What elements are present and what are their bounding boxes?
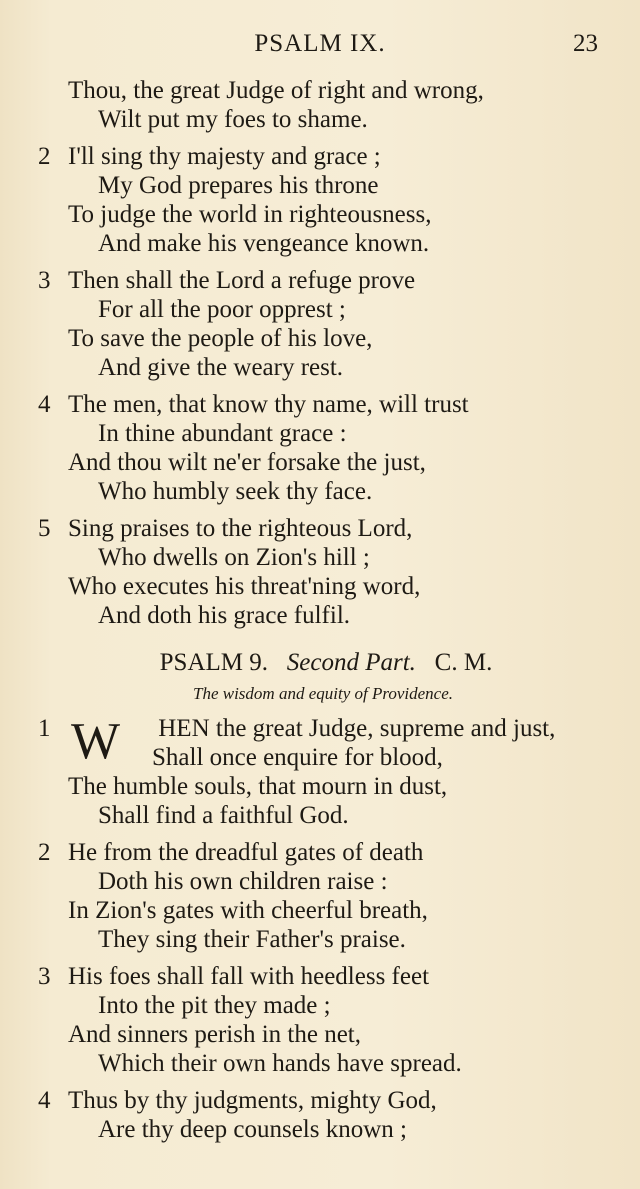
- verse-line: The humble souls, that mourn in dust,: [68, 773, 448, 800]
- verse-line: And doth his grace fulfil.: [98, 602, 351, 629]
- verse-line: He from the dreadful gates of death: [68, 839, 424, 866]
- verse-line: To judge the world in righteousness,: [68, 201, 432, 228]
- part-heading: [38, 648, 608, 678]
- verse-line: Thus by thy judgments, mighty God,: [68, 1087, 437, 1114]
- stanza-number: 2: [38, 143, 51, 170]
- stanza: [38, 266, 608, 382]
- page-header: [0, 28, 640, 64]
- stanza-number: 4: [38, 391, 51, 418]
- verse-line: In thine abundant grace :: [98, 420, 347, 447]
- stanza-number: 3: [38, 963, 51, 990]
- verse-line: Doth his own children raise :: [98, 868, 388, 895]
- stanza-number: 1: [38, 715, 51, 742]
- verse-line: Who dwells on Zion's hill ;: [98, 544, 370, 571]
- stanza-number: 5: [38, 515, 51, 542]
- stanza: [38, 142, 608, 258]
- verse-line: To save the people of his love,: [68, 325, 373, 352]
- verse-line: I'll sing thy majesty and grace ;: [68, 143, 381, 170]
- part-subtitle: The wisdom and equity of Providence.: [193, 684, 453, 703]
- verse-line: In Zion's gates with cheerful breath,: [68, 897, 428, 924]
- verse-line: Thou, the great Judge of right and wrong,: [68, 77, 484, 104]
- verse-line: Shall once enquire for blood,: [152, 744, 443, 771]
- verse-line: And make his vengeance known.: [98, 230, 430, 257]
- opening-stanza-fragment: [38, 76, 608, 134]
- verse-line: They sing their Father's praise.: [98, 926, 406, 953]
- verse-line: Sing praises to the righteous Lord,: [68, 515, 413, 542]
- verse-line: And thou wilt ne'er forsake the just,: [68, 449, 426, 476]
- verse-line: Which their own hands have spread.: [98, 1050, 462, 1077]
- part-label: Second Part.: [286, 649, 416, 676]
- stanza: [38, 390, 608, 506]
- verse-line: My God prepares his throne: [98, 172, 379, 199]
- verse-line: Who humbly seek thy face.: [98, 478, 373, 505]
- meter-label: C. M.: [434, 649, 493, 676]
- verse-line: Then shall the Lord a refuge prove: [68, 267, 416, 294]
- drop-cap: W: [71, 713, 121, 770]
- stanza-number: 2: [38, 839, 51, 866]
- verse-line: Into the pit they made ;: [98, 992, 331, 1019]
- stanza: [38, 838, 608, 954]
- verse-line: And give the weary rest.: [98, 354, 344, 381]
- stanza: [38, 1086, 608, 1144]
- stanza: [38, 962, 608, 1078]
- verse-line: Shall find a faithful God.: [98, 802, 349, 829]
- verse-line: For all the poor opprest ;: [98, 296, 346, 323]
- verse-line: Wilt put my foes to shame.: [98, 106, 368, 133]
- stanza-number: 4: [38, 1087, 51, 1114]
- page-body: [38, 76, 608, 1144]
- verse-line: Who executes his threat'ning word,: [68, 573, 421, 600]
- verse-line: The men, that know thy name, will trust: [68, 391, 469, 418]
- stanza: [38, 714, 608, 830]
- verse-line: His foes shall fall with heedless feet: [68, 963, 430, 990]
- verse-line: HEN the great Judge, supreme and just,: [158, 715, 556, 742]
- stanza-number: 3: [38, 267, 51, 294]
- running-title: PSALM IX.: [254, 30, 386, 57]
- verse-line: Are thy deep counsels known ;: [98, 1116, 407, 1143]
- verse-line: And sinners perish in the net,: [68, 1021, 362, 1048]
- stanza: [38, 514, 608, 630]
- page-number: 23: [573, 30, 598, 57]
- psalm-label: PSALM 9.: [159, 649, 269, 676]
